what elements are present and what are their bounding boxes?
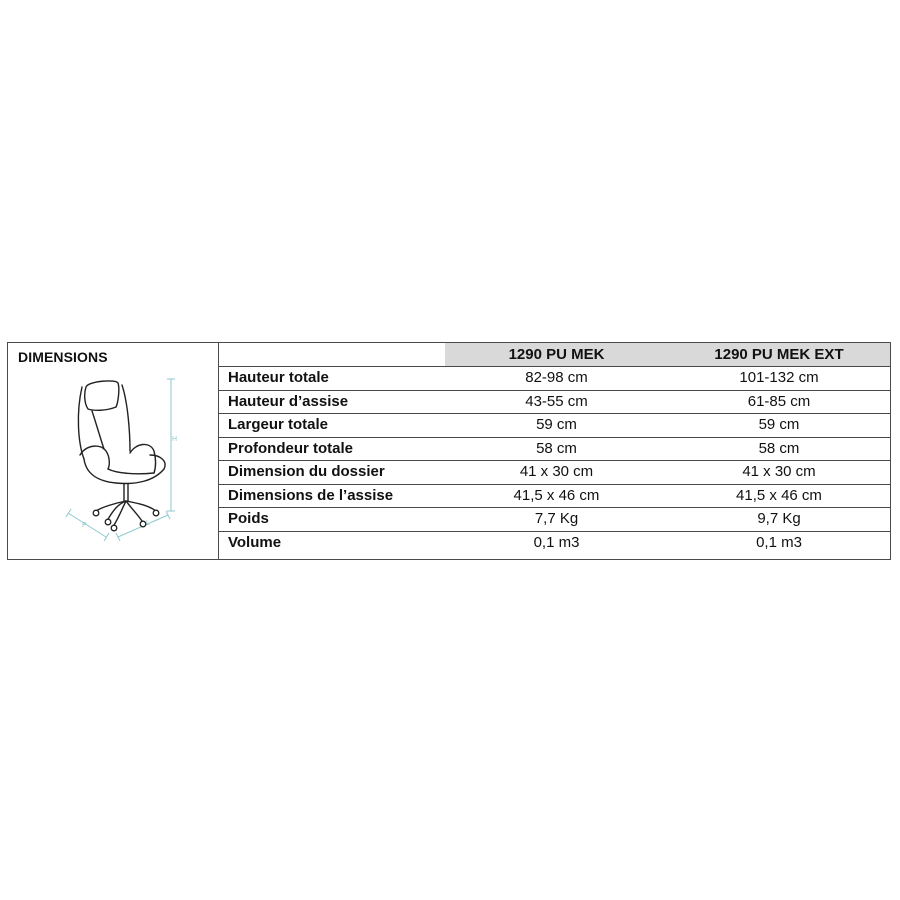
height-dimension-label: H [172,436,178,443]
height-dimension-line [167,379,178,511]
cell-value: 0,1 m3 [756,533,802,551]
table-row [219,367,890,391]
cell-value: 59 cm [668,414,890,438]
row-label-hauteur-assise: Hauteur d’assise [219,390,445,414]
cell-value: 0,1 m3 [533,533,580,551]
cell-value: 7,7 Kg [445,508,668,532]
depth-dimension-label: P [82,522,87,529]
table-row [219,414,890,438]
depth-dimension-line [66,509,109,541]
row-label-dimension-du-dossier: Dimension du dossier [219,461,445,485]
section-title: DIMENSIONS [18,349,108,365]
cell-value: 41,5 x 46 cm [668,484,890,508]
width-dimension-label: L [146,520,150,527]
cell-value: 41,5 x 46 cm [445,484,668,508]
dimensions-spec-sheet [7,342,891,560]
table-row [219,390,890,414]
table-row [219,437,890,461]
header-cell-label [219,343,445,367]
cell-value: 59 cm [445,414,668,438]
row-label-poids: Poids [219,508,445,532]
chair-outline [78,381,165,525]
cell-value: 41 x 30 cm [445,461,668,485]
cell-value: 9,7 Kg [668,508,890,532]
cell-value: 82-98 cm [445,367,668,391]
cell-value: 61-85 cm [668,390,890,414]
table-header-row [219,343,890,367]
table-row [219,508,890,532]
dimensions-figure-panel [8,343,219,559]
cell-value: 58 cm [668,437,890,461]
cell-value: 101-132 cm [668,367,890,391]
row-label-largeur-totale: Largeur totale [219,414,445,438]
table-row [219,531,890,554]
row-label-volume: Volume [228,533,282,551]
dimensions-table-wrapper [219,343,890,559]
header-cell-model-1290-pu-mek: 1290 PU MEK [445,343,668,367]
cell-value: 43-55 cm [445,390,668,414]
table-row [219,461,890,485]
office-chair-dimension-drawing [56,373,196,543]
cell-value: 58 cm [445,437,668,461]
cell-value: 41 x 30 cm [668,461,890,485]
dimensions-table [219,343,890,554]
row-label-dimensions-de-assise: Dimensions de l’assise [219,484,445,508]
table-row [219,484,890,508]
row-label-hauteur-totale: Hauteur totale [219,367,445,391]
header-cell-model-1290-pu-mek-ext: 1290 PU MEK EXT [668,343,890,367]
row-label-profondeur-totale: Profondeur totale [219,437,445,461]
